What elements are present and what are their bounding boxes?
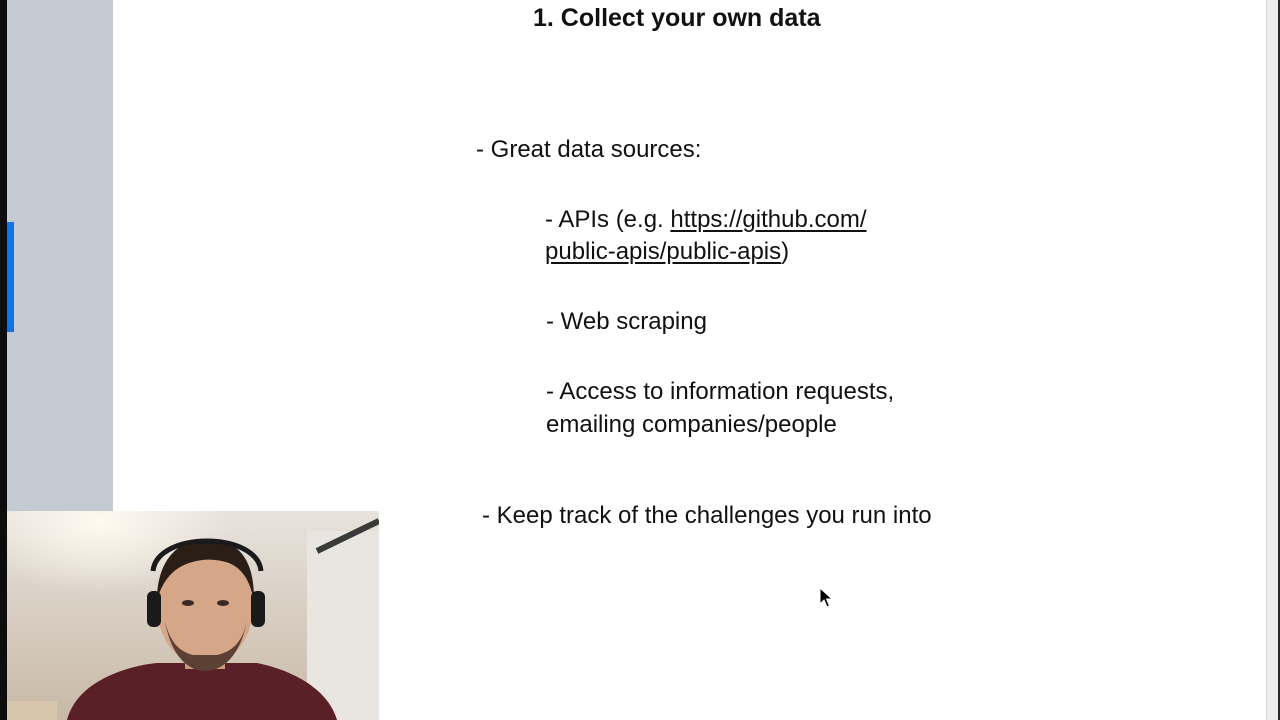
bullet-challenges: - Keep track of the challenges you run into bbox=[482, 502, 932, 529]
bullet-apis-suffix: ) bbox=[781, 238, 790, 265]
public-apis-link-part1[interactable]: https://github.com/ bbox=[670, 206, 867, 233]
bullet-access-requests-continued: emailing companies/people bbox=[546, 411, 837, 438]
bullet-web-scraping: - Web scraping bbox=[546, 308, 707, 335]
presenter-video-frame bbox=[7, 511, 379, 720]
bullet-apis bbox=[545, 204, 867, 236]
window-edge-left bbox=[0, 0, 7, 720]
public-apis-link-part2[interactable]: public-apis/public-apis bbox=[545, 238, 782, 265]
bullet-apis-continued bbox=[545, 236, 789, 268]
window-edge-right bbox=[1266, 0, 1280, 720]
bullet-great-data-sources: - Great data sources: bbox=[476, 136, 702, 163]
selected-thumbnail-indicator[interactable] bbox=[7, 222, 14, 332]
arrow-pointer-icon bbox=[819, 587, 833, 609]
webcam-overlay bbox=[7, 511, 379, 720]
bullet-apis-prefix: - APIs (e.g. bbox=[545, 206, 671, 233]
bullet-access-requests: - Access to information requests, bbox=[546, 378, 895, 405]
slide-title: 1. Collect your own data bbox=[533, 4, 821, 32]
